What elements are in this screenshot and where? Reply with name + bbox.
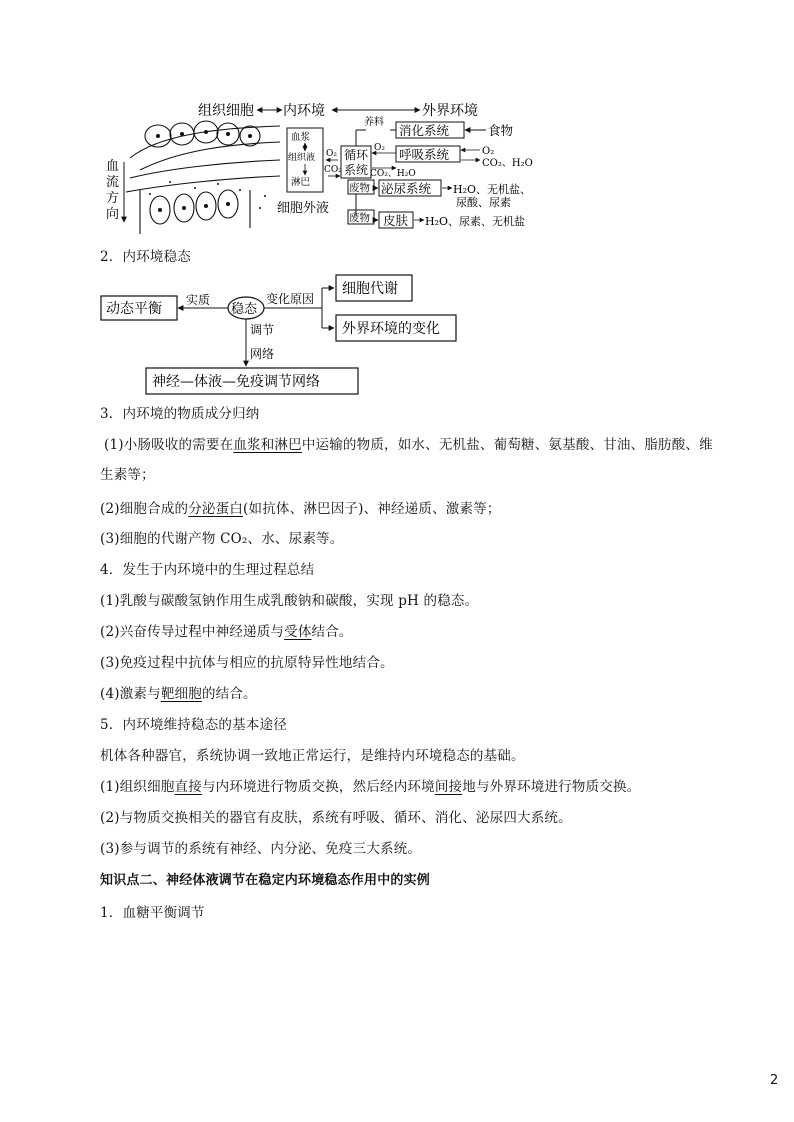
out-o2: O₂ (482, 146, 495, 157)
heading-basic-pathway: 5．内环境维持稳态的基本途径 (100, 717, 287, 733)
internal-environment-diagram (100, 98, 540, 234)
o2-label: O₂ (326, 149, 337, 159)
blood-flow-label-3: 方 (106, 191, 120, 206)
underline-indirect: 间接 (434, 779, 463, 795)
paragraph-4: (1)乳酸与碳酸氢钠作用生成乳酸钠和碳酸，实现 pH 的稳态。 (100, 593, 479, 609)
network-label: 网络 (250, 347, 275, 361)
page-number: 2 (770, 1073, 779, 1088)
top-cells-label: 组织细胞 (198, 103, 254, 119)
heading-blood-sugar: 1．血糖平衡调节 (100, 905, 205, 921)
out-urine-2: 尿酸、尿素 (456, 196, 511, 209)
out-co2-h2o: CO₂、H₂O (482, 158, 533, 169)
regulate-label: 调节 (250, 323, 275, 337)
homeostasis-label: 稳态 (231, 302, 258, 317)
out-food: 食物 (488, 123, 514, 138)
plasma-label: 血浆 (291, 132, 311, 143)
neuro-humoral-immune-network: 神经—体液—免疫调节网络 (152, 374, 320, 390)
paragraph-3: (3)细胞的代谢产物 CO₂、水、尿素等。 (100, 531, 344, 547)
tissue-fluid-label: 组织液 (288, 153, 316, 163)
heading-homeostasis: 2．内环境稳态 (100, 249, 191, 265)
paragraph-9: (1)组织细胞直接与内环境进行物质交换，然后经内环境间接地与外界环境进行物质交换。 (100, 779, 641, 795)
paragraph-7: (4)激素与靶细胞的结合。 (100, 686, 257, 702)
paragraph-1-line-2: 生素等； (100, 467, 155, 483)
paragraph-2: (2)细胞合成的分泌蛋白(如抗体、淋巴因子)、神经递质、激素等； (100, 501, 501, 517)
cause-label: 变化原因 (266, 292, 315, 306)
paragraph-11: (3)参与调节的系统有神经、内分泌、免疫三大系统。 (100, 841, 422, 857)
o2-resp-label: O₂ (374, 143, 385, 153)
dynamic-balance: 动态平衡 (106, 301, 162, 317)
paragraph-5: (2)兴奋传导过程中神经递质与受体结合。 (100, 624, 353, 640)
circulatory-label-2: 系统 (344, 163, 369, 177)
top-external-label: 外界环境 (422, 103, 478, 119)
extracellular-label: 细胞外液 (277, 201, 330, 216)
co2-h2o-in: CO₂、H₂O (370, 169, 416, 179)
underline-receptor: 受体 (284, 624, 312, 640)
waste-label-2: 废物 (349, 212, 370, 224)
homeostasis-diagram (100, 270, 470, 398)
blood-flow-label-2: 流 (106, 175, 120, 190)
waste-label-1: 废物 (349, 182, 370, 194)
cell-illustration (126, 121, 280, 234)
blood-flow-label-1: 血 (106, 159, 120, 174)
circulatory-label-1: 循环 (344, 148, 369, 162)
cell-metabolism: 细胞代谢 (342, 281, 398, 297)
nutrients-label: 养料 (364, 117, 384, 128)
paragraph-6: (3)免疫过程中抗体与相应的抗原特异性地结合。 (100, 655, 394, 671)
skin-label: 皮肤 (383, 213, 409, 228)
blood-flow-label-4: 向 (106, 207, 120, 222)
out-skin: H₂O、尿素、无机盐 (425, 215, 526, 228)
paragraph-10: (2)与物质交换相关的器官有皮肤，系统有呼吸、循环、消化、泌尿四大系统。 (100, 810, 572, 826)
underline-target-cell: 靶细胞 (160, 686, 202, 702)
heading-physiological-processes: 4．发生于内环境中的生理过程总结 (100, 562, 315, 578)
heading-components: 3．内环境的物质成分归纳 (100, 406, 260, 422)
digestive-system: 消化系统 (399, 123, 450, 138)
lymph-label: 淋巴 (291, 177, 311, 188)
underline-plasma-lymph: 血浆和淋巴 (233, 437, 302, 453)
out-urine-1: H₂O、无机盐、 (453, 183, 532, 196)
essence-label: 实质 (186, 293, 211, 307)
top-internal-label: 内环境 (283, 103, 325, 119)
respiratory-system: 呼吸系统 (399, 147, 450, 162)
urinary-system: 泌尿系统 (381, 181, 432, 196)
section-heading-2: 知识点二、神经体液调节在稳定内环境稳态作用中的实例 (100, 873, 431, 888)
external-change: 外界环境的变化 (342, 321, 440, 337)
underline-secretory-protein: 分泌蛋白 (188, 501, 244, 517)
co2-label: CO₂ (324, 165, 342, 175)
paragraph-8: 机体各种器官，系统协调一致地正常运行，是维持内环境稳态的基础。 (100, 748, 525, 764)
paragraph-1-line-1: (1)小肠吸收的需要在血浆和淋巴中运输的物质，如水、无机盐、葡萄糖、氨基酸、甘油、脂肪酸、维 (104, 437, 713, 453)
underline-direct: 直接 (174, 779, 202, 795)
